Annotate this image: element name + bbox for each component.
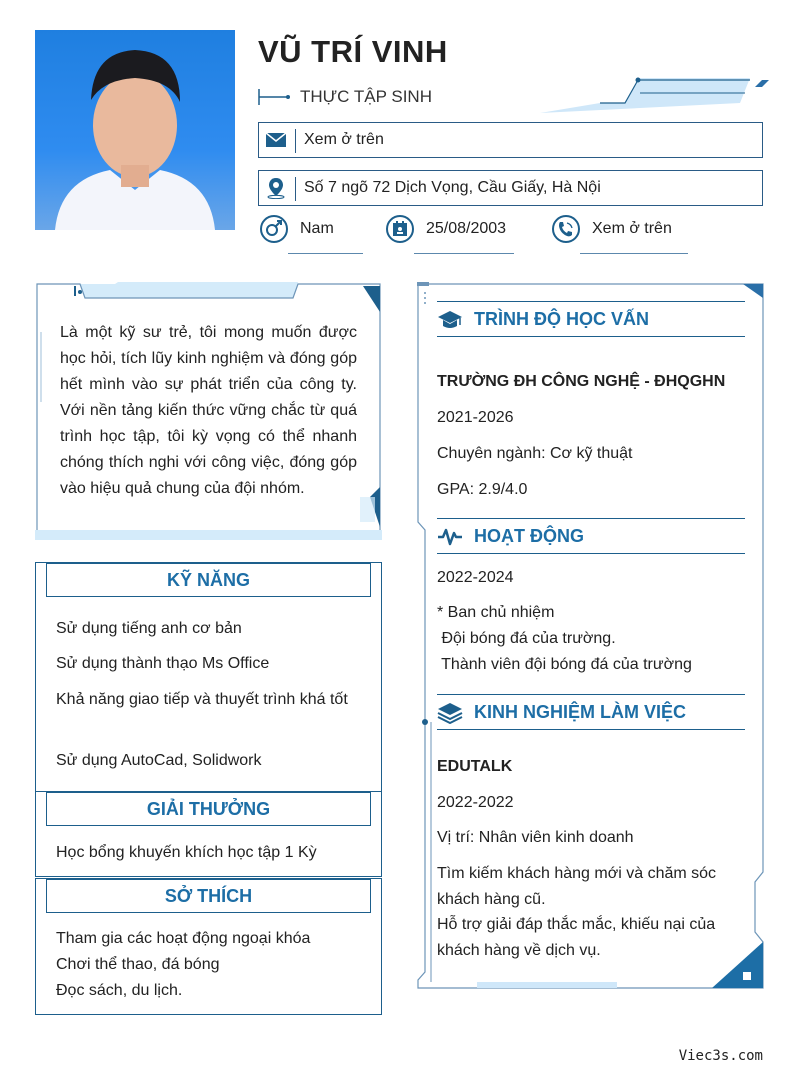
awards-title: GIẢI THƯỞNG bbox=[46, 792, 371, 826]
company-name: EDUTALK bbox=[437, 758, 513, 775]
candidate-role: THỰC TẬP SINH bbox=[300, 87, 432, 106]
school-name: TRƯỜNG ĐH CÔNG NGHỆ - ĐHQGHN bbox=[437, 373, 726, 390]
phone-value: Xem ở trên bbox=[592, 220, 672, 237]
experience-period: 2022-2022 bbox=[437, 794, 514, 811]
gender-value: Nam bbox=[300, 220, 334, 237]
skill-item: Sử dụng tiếng anh cơ bản bbox=[56, 620, 242, 637]
education-period: 2021-2026 bbox=[437, 409, 514, 426]
envelope-icon bbox=[265, 129, 287, 151]
email-value: Xem ở trên bbox=[304, 131, 384, 148]
education-major: Chuyên ngành: Cơ kỹ thuật bbox=[437, 445, 633, 462]
calendar-icon bbox=[386, 215, 414, 243]
address-row bbox=[258, 170, 763, 206]
birthday-item bbox=[386, 215, 521, 255]
education-header bbox=[437, 301, 745, 337]
skill-item: Khả năng giao tiếp và thuyết trình khá tốt bbox=[56, 691, 348, 708]
header-decoration bbox=[540, 75, 770, 115]
birthday-value: 25/08/2003 bbox=[426, 220, 507, 237]
skill-item: Sử dụng AutoCad, Solidwork bbox=[56, 752, 262, 769]
hobby-item: Chơi thể thao, đá bóng bbox=[56, 956, 220, 973]
education-gpa: GPA: 2.9/4.0 bbox=[437, 481, 528, 498]
award-item: Học bổng khuyến khích học tập 1 Kỳ bbox=[56, 844, 317, 861]
activity-line: * Ban chủ nhiệm bbox=[437, 604, 555, 621]
phone-item bbox=[552, 215, 692, 255]
gender-icon bbox=[260, 215, 288, 243]
skill-item: Sử dụng thành thạo Ms Office bbox=[56, 655, 270, 672]
gender-item bbox=[260, 215, 370, 255]
role-line-decor bbox=[258, 89, 290, 105]
hobby-item: Tham gia các hoạt động ngoại khóa bbox=[56, 930, 311, 947]
education-title: TRÌNH ĐỘ HỌC VẤN bbox=[474, 309, 649, 329]
layers-icon bbox=[437, 702, 463, 724]
profile-photo bbox=[35, 30, 235, 230]
experience-header bbox=[437, 694, 745, 730]
experience-position: Vị trí: Nhân viên kinh doanh bbox=[437, 829, 634, 846]
experience-title: KINH NGHIỆM LÀM VIỆC bbox=[474, 702, 687, 722]
activity-line: Thành viên đội bóng đá của trường bbox=[437, 656, 692, 673]
phone-icon bbox=[552, 215, 580, 243]
objective-text: Là một kỹ sư trẻ, tôi mong muốn được học hỏi, tích lũy kinh nghiệm và đóng góp hết mình vào sự phát triển của công ty. Với nền tảng kiến thức vững chắc từ quá trình học tập, tôi kỳ vọng có thể nhanh chóng thích nghi với công việc, đóng góp vào hiệu quả chung của đội nhóm. bbox=[60, 324, 357, 497]
candidate-name: VŨ TRÍ VINH bbox=[258, 34, 448, 69]
address-value: Số 7 ngõ 72 Dịch Vọng, Cầu Giấy, Hà Nội bbox=[304, 179, 601, 196]
experience-line: khách hàng về dịch vụ. bbox=[437, 942, 601, 959]
email-row bbox=[258, 122, 763, 158]
activity-line: Đội bóng đá của trường. bbox=[437, 630, 616, 647]
hobbies-title: SỞ THÍCH bbox=[46, 879, 371, 913]
experience-line: Hỗ trợ giải đáp thắc mắc, khiếu nại của bbox=[437, 916, 716, 933]
experience-line: Tìm kiếm khách hàng mới và chăm sóc bbox=[437, 865, 717, 882]
hobby-item: Đọc sách, du lịch. bbox=[56, 982, 183, 999]
experience-line: khách hàng cũ. bbox=[437, 891, 546, 908]
skills-title: KỸ NĂNG bbox=[46, 563, 371, 597]
activities-header bbox=[437, 518, 745, 554]
pulse-icon bbox=[437, 526, 463, 548]
activities-period: 2022-2024 bbox=[437, 569, 514, 586]
footer-watermark: Viec3s.com bbox=[678, 1048, 763, 1064]
activities-title: HOẠT ĐỘNG bbox=[474, 526, 584, 546]
map-pin-icon bbox=[265, 177, 287, 199]
graduation-cap-icon bbox=[437, 309, 463, 331]
